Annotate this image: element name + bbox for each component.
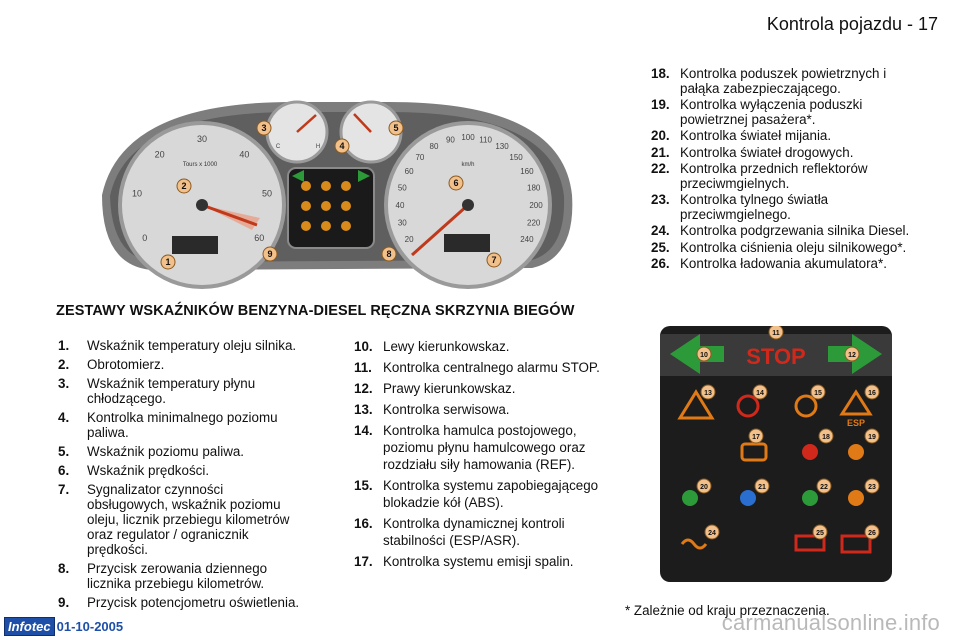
callout-1: 1	[165, 257, 171, 267]
callout-6: 6	[453, 178, 459, 188]
legend-item-number: 23.	[651, 192, 670, 207]
legend-item-text: Kontrolka ciśnienia oleju silnikowego*.	[680, 239, 907, 255]
dial-tick-label: 60	[404, 167, 414, 176]
legend-item	[58, 338, 308, 353]
legend-item	[58, 482, 308, 557]
dipped-beam-icon	[682, 490, 698, 506]
legend-item-number: 1.	[58, 338, 70, 353]
legend-item	[58, 376, 308, 406]
legend-item-text: Kontrolka serwisowa.	[383, 402, 510, 417]
callout-5: 5	[393, 123, 399, 133]
legend-item	[651, 224, 911, 239]
dial-tick-label: 30	[196, 134, 208, 144]
dial-tick-label: 30	[397, 218, 407, 228]
legend-item-number: 13.	[354, 402, 373, 417]
dial-tick-label: 50	[261, 188, 273, 199]
panel-callout-label: 19	[868, 434, 876, 441]
legend-item	[354, 401, 604, 418]
dial-tick-label: 50	[397, 183, 407, 193]
dial-tick-label: 80	[429, 142, 439, 152]
legend-item-text: Kontrolka hamulca postojowego, poziomu płynu hamulcowego oraz rozdziału siły hamowania (REF).	[383, 423, 586, 472]
callout-2: 2	[181, 181, 187, 191]
panel-callout-label: 20	[700, 484, 708, 491]
panel-callout-label: 25	[816, 530, 824, 537]
panel-callout-label: 22	[820, 484, 828, 491]
dial-tick-label: 90	[445, 135, 455, 145]
page-header: Kontrola pojazdu - 17	[766, 14, 938, 34]
legend-item-text: Kontrolka świateł mijania.	[680, 128, 832, 143]
dial-tick-label: 180	[527, 183, 541, 193]
panel-callout-label: 16	[868, 390, 876, 397]
legend-item-text: Sygnalizator czynności obsługowych, wskaźnik poziomu oleju, licznik przebiegu kilometrów oraz regulator / ogranicznik prędkości.	[87, 482, 290, 557]
legend-item-number: 22.	[651, 161, 670, 176]
temp-hot-mark: H	[315, 144, 321, 150]
legend-item	[651, 98, 911, 127]
legend-item-number: 25.	[651, 239, 670, 255]
legend-item-number: 17.	[354, 554, 373, 569]
legend-item-text: Kontrolka poduszek powietrznych i pałąka zabezpieczającego.	[680, 66, 887, 96]
legend-item	[58, 595, 308, 610]
legend-item-number: 20.	[651, 128, 670, 143]
legend-item-text: Kontrolka tylnego światła przeciwmgielnego.	[680, 192, 829, 222]
panel-callout-label: 24	[708, 530, 716, 537]
dial-tick-label: 70	[415, 152, 425, 162]
legend-item	[58, 463, 308, 478]
passenger-airbag-off-icon	[848, 444, 864, 460]
legend-item-number: 3.	[58, 376, 70, 391]
legend-item-text: Wskaźnik temperatury płynu chłodzącego.	[87, 376, 256, 406]
panel-callout-label: 12	[848, 352, 856, 359]
legend-item	[354, 338, 604, 355]
legend-item-number: 18.	[651, 66, 670, 81]
airbag-icon	[802, 444, 818, 460]
rpm-unit-label: Tours x 1000	[182, 162, 218, 168]
dial-tick-label: 10	[131, 188, 143, 199]
dial-tick-label: 150	[509, 152, 523, 162]
dial-tick-label: 240	[520, 235, 534, 244]
footer-date: 01-10-2005	[56, 619, 124, 634]
dial-tick-label: 200	[529, 201, 543, 210]
dial-tick-label: 20	[404, 235, 414, 244]
legend-item	[58, 561, 308, 591]
legend-item-number: 8.	[58, 561, 70, 576]
front-fog-icon	[802, 490, 818, 506]
dial-tick-label: 110	[479, 135, 492, 145]
legend-item-text: Lewy kierunkowskaz.	[383, 339, 510, 354]
esp-label: ESP	[846, 418, 866, 428]
legend-item-text: Kontrolka systemu emisji spalin.	[383, 554, 574, 569]
footer	[4, 617, 123, 636]
callout-7: 7	[491, 255, 497, 265]
dial-tick-label: 130	[495, 142, 509, 152]
legend-item-number: 7.	[58, 482, 70, 497]
panel-callout-label: 14	[756, 390, 764, 397]
callout-3: 3	[261, 123, 267, 133]
legend-item-text: Kontrolka minimalnego poziomu paliwa.	[87, 410, 278, 440]
legend-item-text: Kontrolka wyłączenia poduszki powietrznej pasażera*.	[680, 97, 863, 127]
dial-tick-label: 20	[154, 149, 165, 160]
panel-callout-label: 13	[704, 390, 712, 397]
panel-callout-label: 23	[868, 484, 876, 491]
dial-tick-label: 0	[142, 233, 148, 243]
legend-item-number: 6.	[58, 463, 70, 478]
panel-callout-label: 15	[814, 390, 822, 397]
legend-item-number: 19.	[651, 97, 670, 112]
legend-item-number: 14.	[354, 423, 373, 438]
legend-item-text: Kontrolka podgrzewania silnika Diesel.	[680, 223, 910, 238]
legend-item-text: Obrotomierz.	[87, 357, 165, 372]
rear-fog-icon	[848, 490, 864, 506]
warning-lamps-panel-illustration	[660, 326, 892, 582]
legend-item-text: Wskaźnik temperatury oleju silnika.	[87, 338, 297, 353]
watermark: carmanualsonline.info	[721, 610, 940, 635]
legend-item-text: Wskaźnik prędkości.	[87, 463, 210, 478]
legend-list-right	[651, 67, 911, 274]
panel-callout-label: 10	[700, 352, 708, 359]
callout-8: 8	[386, 249, 392, 259]
legend-item-number: 12.	[354, 381, 373, 396]
legend-item-number: 10.	[354, 339, 373, 354]
legend-item	[651, 241, 911, 256]
legend-item	[58, 444, 308, 459]
legend-item-text: Przycisk potencjometru oświetlenia.	[87, 595, 300, 610]
panel-callout-label: 18	[822, 434, 830, 441]
dial-tick-label: 40	[239, 149, 250, 160]
dial-tick-label: 220	[527, 218, 541, 228]
stop-lamp-label: STOP	[746, 344, 806, 369]
legend-item	[651, 129, 911, 144]
dial-tick-label: 60	[254, 233, 265, 243]
main-beam-icon	[740, 490, 756, 506]
legend-item	[354, 359, 604, 376]
section-title: ZESTAWY WSKAŹNIKÓW BENZYNA-DIESEL RĘCZNA SKRZYNIA BIEGÓW	[56, 303, 575, 319]
legend-item-text: Kontrolka świateł drogowych.	[680, 144, 854, 160]
legend-list-left	[58, 338, 308, 614]
panel-callout-label: 26	[868, 530, 876, 537]
legend-item-text: Kontrolka dynamicznej kontroli stabilności (ESP/ASR).	[383, 516, 565, 548]
legend-item-number: 15.	[354, 478, 373, 493]
legend-item-text: Przycisk zerowania dziennego licznika przebiegu kilometrów.	[87, 561, 268, 591]
legend-item-number: 4.	[58, 410, 70, 425]
legend-item	[354, 515, 604, 549]
instrument-cluster-illustration	[92, 90, 578, 290]
legend-item-number: 2.	[58, 357, 70, 372]
speed-unit-label: km/h	[461, 162, 475, 168]
legend-item-number: 5.	[58, 444, 70, 459]
dial-tick-label: 40	[395, 201, 405, 210]
panel-callout-label: 17	[752, 434, 760, 441]
legend-item	[58, 357, 308, 372]
dial-tick-label: 100	[461, 133, 475, 142]
legend-item	[58, 410, 308, 440]
legend-item	[651, 146, 911, 161]
legend-item-number: 26.	[651, 256, 670, 271]
legend-item	[354, 422, 604, 473]
temp-cold-mark: C	[275, 144, 281, 150]
legend-item-text: Wskaźnik poziomu paliwa.	[87, 444, 245, 459]
legend-item-text: Kontrolka centralnego alarmu STOP.	[383, 360, 600, 375]
legend-item-text: Kontrolka ładowania akumulatora*.	[680, 256, 887, 271]
callout-4: 4	[339, 141, 345, 151]
legend-item-text: Prawy kierunkowskaz.	[383, 381, 516, 396]
footnote: * Zależnie od kraju przeznaczenia.	[625, 603, 830, 618]
legend-item-number: 24.	[651, 223, 670, 238]
legend-item-number: 16.	[354, 516, 373, 531]
legend-item	[651, 193, 911, 222]
legend-item	[651, 257, 911, 272]
legend-item-text: Kontrolka systemu zapobiegającego blokadzie kół (ABS).	[383, 478, 599, 510]
legend-item	[354, 553, 604, 570]
legend-list-middle	[354, 338, 604, 574]
callout-9: 9	[267, 249, 273, 259]
dial-tick-label: 160	[520, 167, 534, 176]
legend-item-text: Kontrolka przednich reflektorów przeciwmgielnych.	[680, 161, 868, 191]
panel-callout-label: 21	[758, 484, 766, 491]
legend-item	[651, 67, 911, 96]
legend-item	[354, 477, 604, 511]
panel-callout-label: 11	[772, 330, 780, 337]
legend-item	[354, 380, 604, 397]
legend-item-number: 9.	[58, 595, 70, 610]
infotec-logo: Infotec	[4, 617, 55, 636]
legend-item-number: 21.	[651, 144, 670, 160]
legend-item	[651, 162, 911, 191]
legend-item-number: 11.	[354, 360, 372, 375]
